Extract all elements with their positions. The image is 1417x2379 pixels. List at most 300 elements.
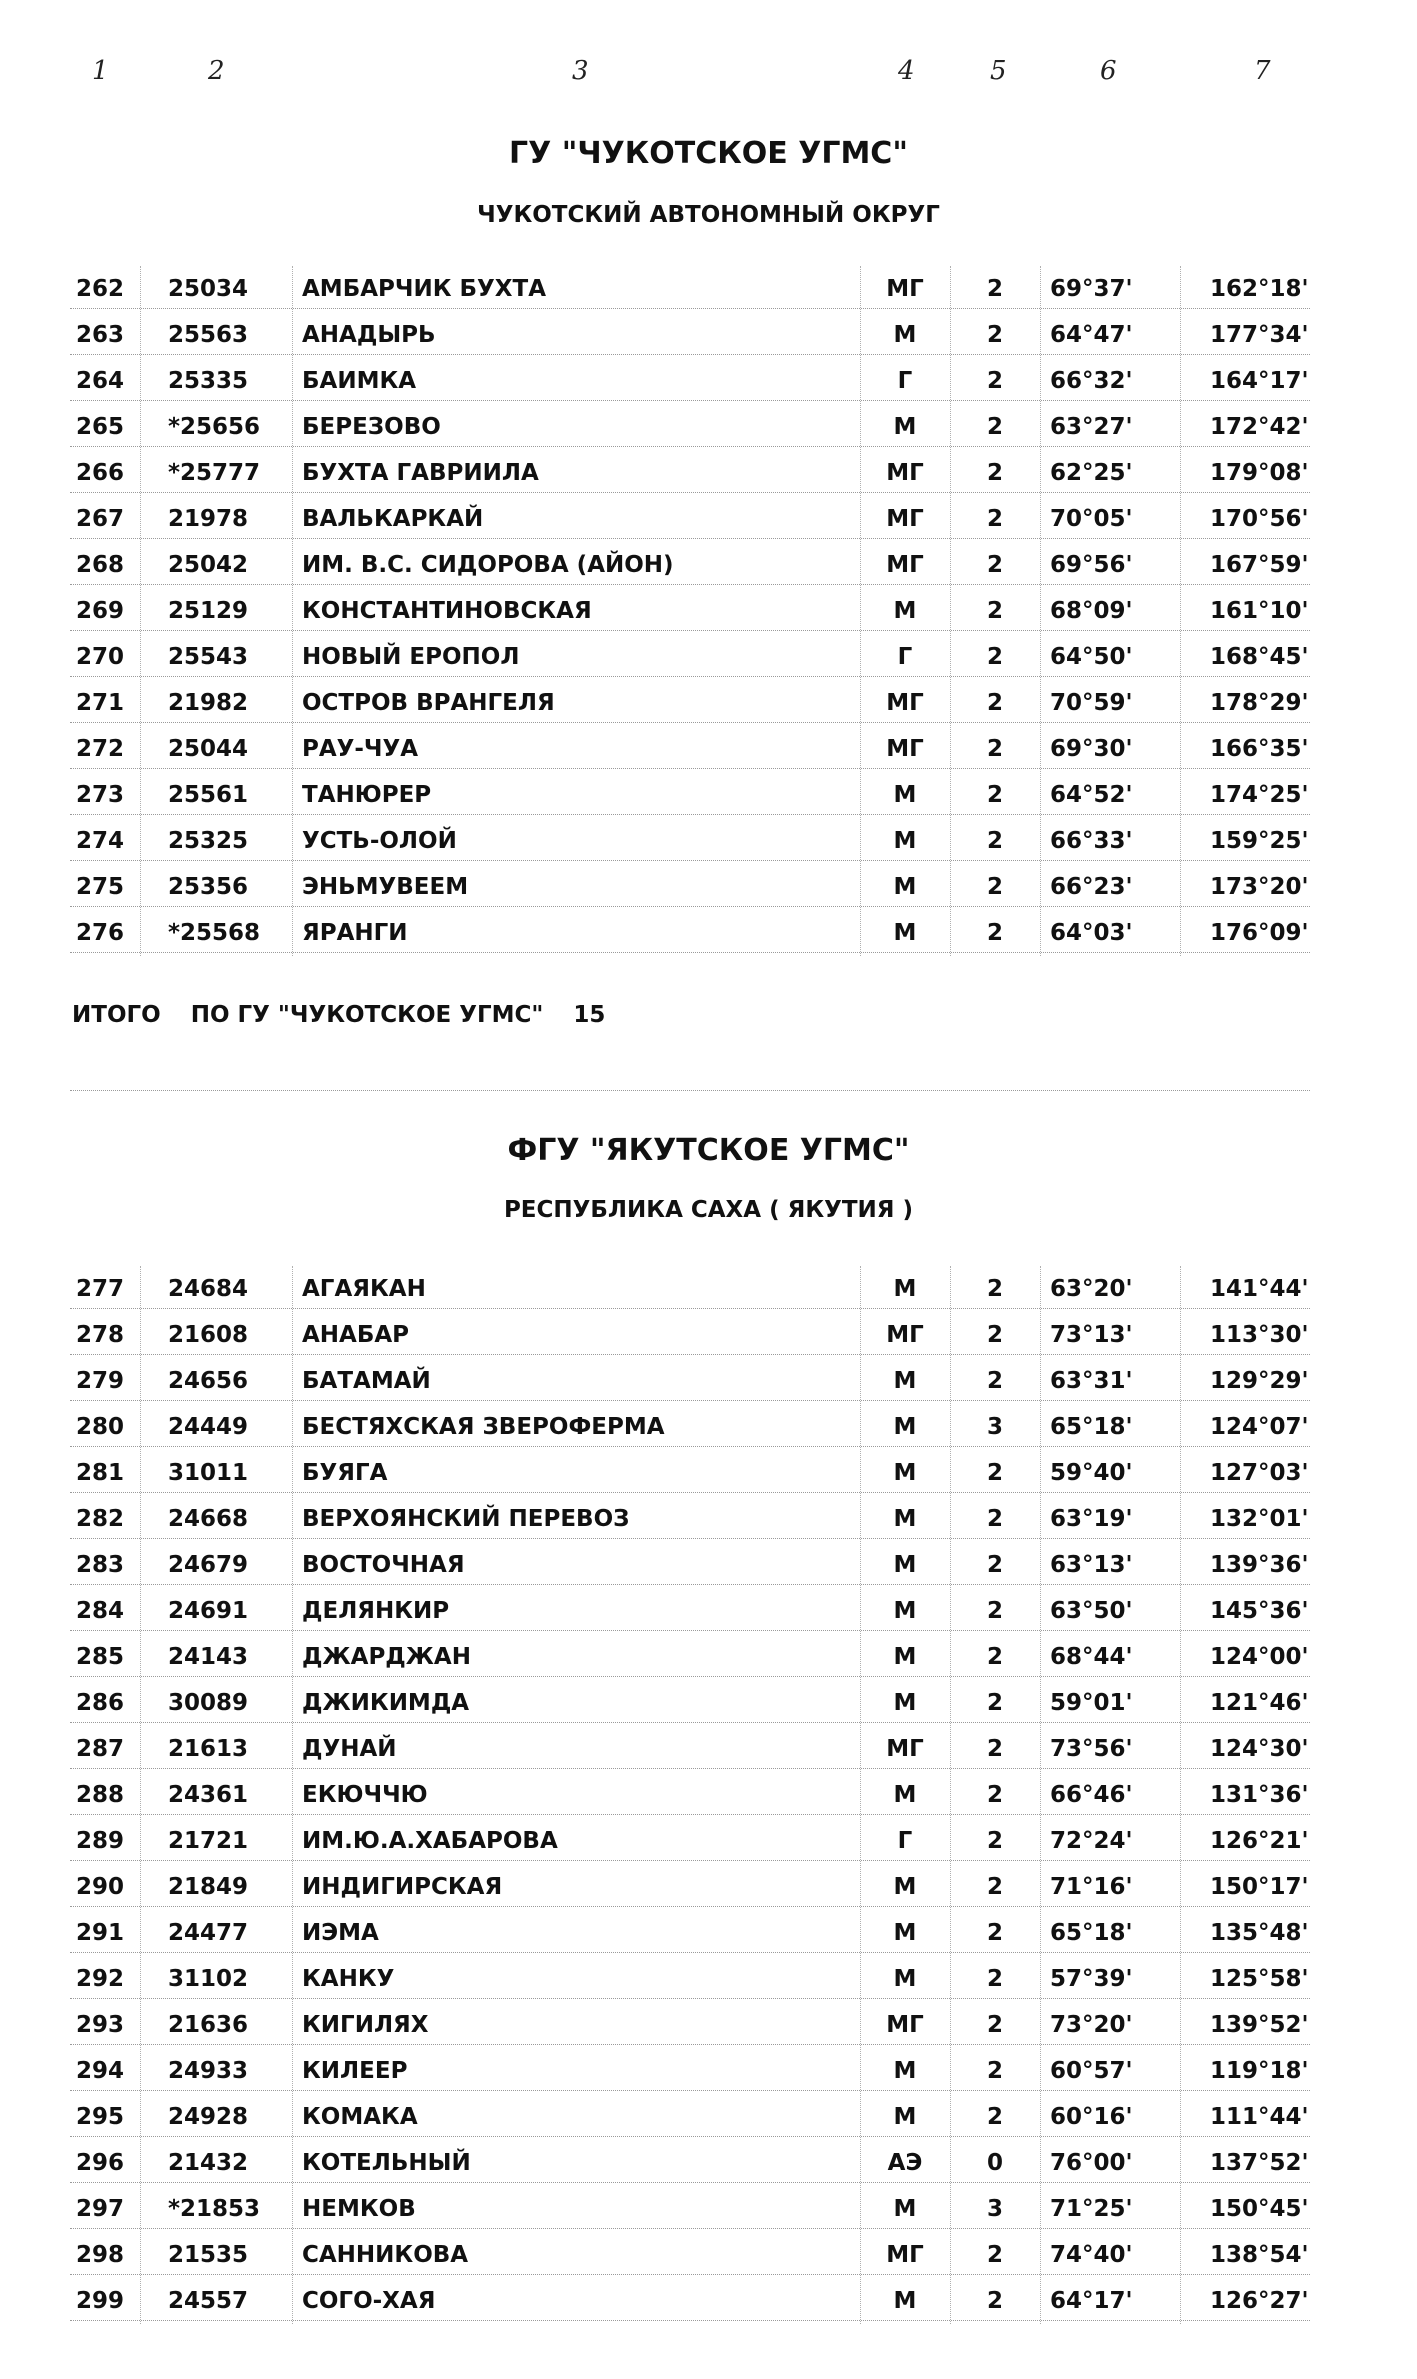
station-type: Г <box>897 644 913 670</box>
longitude: 124°30' <box>1210 1736 1309 1762</box>
row-number: 277 <box>76 1276 125 1302</box>
station-category: 2 <box>986 368 1003 394</box>
station-name: КИЛЕЕР <box>302 2058 408 2084</box>
station-name: ИМ.Ю.А.ХАБАРОВА <box>302 1828 558 1854</box>
column-divider <box>292 266 293 956</box>
station-category: 2 <box>986 1828 1003 1854</box>
table-row <box>0 408 1417 448</box>
longitude: 129°29' <box>1210 1368 1309 1394</box>
row-number: 281 <box>76 1460 125 1486</box>
station-name: АНАДЫРЬ <box>302 322 436 348</box>
row-divider <box>70 1722 1310 1723</box>
station-category: 2 <box>986 2058 1003 2084</box>
table-row <box>0 914 1417 954</box>
station-name: БУХТА ГАВРИИЛА <box>302 460 539 486</box>
station-category: 0 <box>986 2150 1003 2176</box>
station-category: 2 <box>986 736 1003 762</box>
table-row <box>0 316 1417 356</box>
row-number: 283 <box>76 1552 125 1578</box>
station-category: 2 <box>986 690 1003 716</box>
longitude: 167°59' <box>1210 552 1309 578</box>
station-type: М <box>893 1920 917 1946</box>
latitude: 70°59' <box>1050 690 1133 716</box>
latitude: 69°30' <box>1050 736 1133 762</box>
longitude: 178°29' <box>1210 690 1309 716</box>
station-name: ВЕРХОЯНСКИЙ ПЕРЕВОЗ <box>302 1506 630 1532</box>
table-row <box>0 1822 1417 1862</box>
row-number: 295 <box>76 2104 125 2130</box>
row-number: 273 <box>76 782 125 808</box>
station-category: 2 <box>986 1736 1003 1762</box>
station-type: М <box>893 874 917 900</box>
table-row <box>0 454 1417 494</box>
station-category: 2 <box>986 1460 1003 1486</box>
column-divider <box>292 1266 293 2324</box>
table-row <box>0 362 1417 402</box>
latitude: 62°25' <box>1050 460 1133 486</box>
section1-org-title: ГУ "ЧУКОТСКОЕ УГМС" <box>509 136 908 171</box>
station-name: АНАБАР <box>302 1322 410 1348</box>
column-number: 5 <box>990 56 1007 86</box>
station-name: АМБАРЧИК БУХТА <box>302 276 547 302</box>
station-type: Г <box>897 368 913 394</box>
row-number: 280 <box>76 1414 125 1440</box>
latitude: 63°13' <box>1050 1552 1133 1578</box>
station-code: 25044 <box>168 736 249 762</box>
longitude: 138°54' <box>1210 2242 1309 2268</box>
longitude: 124°00' <box>1210 1644 1309 1670</box>
longitude: 113°30' <box>1210 1322 1309 1348</box>
latitude: 66°46' <box>1050 1782 1133 1808</box>
station-code: 21613 <box>168 1736 249 1762</box>
station-category: 2 <box>986 598 1003 624</box>
station-type: М <box>893 2058 917 2084</box>
station-name: ИНДИГИРСКАЯ <box>302 1874 503 1900</box>
station-type: М <box>893 414 917 440</box>
longitude: 131°36' <box>1210 1782 1309 1808</box>
station-name: НОВЫЙ ЕРОПОЛ <box>302 644 520 670</box>
station-type: М <box>893 1874 917 1900</box>
latitude: 63°27' <box>1050 414 1133 440</box>
row-number: 291 <box>76 1920 125 1946</box>
row-divider <box>70 2274 1310 2275</box>
station-type: МГ <box>886 2012 924 2038</box>
latitude: 59°01' <box>1050 1690 1133 1716</box>
station-name: КАНКУ <box>302 1966 395 1992</box>
station-type: М <box>893 322 917 348</box>
longitude: 161°10' <box>1210 598 1309 624</box>
station-category: 2 <box>986 1966 1003 1992</box>
total-org-label: ПО ГУ "ЧУКОТСКОЕ УГМС" <box>190 1002 544 1028</box>
row-number: 294 <box>76 2058 125 2084</box>
station-code: 31011 <box>168 1460 249 1486</box>
row-number: 282 <box>76 1506 125 1532</box>
station-name: КОТЕЛЬНЫЙ <box>302 2150 471 2176</box>
station-code: *21853 <box>168 2196 261 2222</box>
station-code: 24928 <box>168 2104 249 2130</box>
latitude: 59°40' <box>1050 1460 1133 1486</box>
latitude: 73°13' <box>1050 1322 1133 1348</box>
station-code: 21432 <box>168 2150 249 2176</box>
station-code: *25656 <box>168 414 261 440</box>
station-code: 21849 <box>168 1874 249 1900</box>
station-code: 21978 <box>168 506 249 532</box>
column-divider <box>860 1266 861 2324</box>
row-divider <box>70 446 1310 447</box>
station-type: МГ <box>886 506 924 532</box>
row-divider <box>70 860 1310 861</box>
station-type: М <box>893 1368 917 1394</box>
row-divider <box>70 676 1310 677</box>
longitude: 111°44' <box>1210 2104 1309 2130</box>
row-divider <box>70 1814 1310 1815</box>
row-divider <box>70 1906 1310 1907</box>
longitude: 177°34' <box>1210 322 1309 348</box>
latitude: 70°05' <box>1050 506 1133 532</box>
row-number: 267 <box>76 506 125 532</box>
total-count: 15 <box>573 1002 606 1028</box>
row-number: 264 <box>76 368 125 394</box>
station-name: ЭНЬМУВЕЕМ <box>302 874 469 900</box>
longitude: 170°56' <box>1210 506 1309 532</box>
row-divider <box>70 492 1310 493</box>
column-divider <box>1180 1266 1181 2324</box>
table-row <box>0 638 1417 678</box>
longitude: 176°09' <box>1210 920 1309 946</box>
station-name: СОГО-ХАЯ <box>302 2288 436 2314</box>
row-number: 262 <box>76 276 125 302</box>
row-divider <box>70 906 1310 907</box>
latitude: 64°47' <box>1050 322 1133 348</box>
row-divider <box>70 308 1310 309</box>
row-divider <box>70 2136 1310 2137</box>
table-row <box>0 2282 1417 2322</box>
row-number: 284 <box>76 1598 125 1624</box>
station-name: ИМ. В.С. СИДОРОВА (АЙОН) <box>302 552 674 578</box>
station-name: ДЖИКИМДА <box>302 1690 470 1716</box>
row-divider <box>70 1354 1310 1355</box>
station-name: ЕКЮЧЧЮ <box>302 1782 428 1808</box>
column-divider <box>950 1266 951 2324</box>
row-number: 265 <box>76 414 125 440</box>
row-number: 289 <box>76 1828 125 1854</box>
row-number: 287 <box>76 1736 125 1762</box>
longitude: 121°46' <box>1210 1690 1309 1716</box>
station-code: 21721 <box>168 1828 249 1854</box>
station-category: 2 <box>986 2288 1003 2314</box>
table-row <box>0 270 1417 310</box>
table-row <box>0 2006 1417 2046</box>
station-code: 24679 <box>168 1552 249 1578</box>
longitude: 159°25' <box>1210 828 1309 854</box>
station-code: 25356 <box>168 874 249 900</box>
station-category: 2 <box>986 2242 1003 2268</box>
table-row <box>0 2190 1417 2230</box>
row-number: 274 <box>76 828 125 854</box>
table-row <box>0 546 1417 586</box>
station-type: М <box>893 2196 917 2222</box>
row-number: 298 <box>76 2242 125 2268</box>
column-divider <box>1040 1266 1041 2324</box>
station-category: 2 <box>986 1276 1003 1302</box>
station-category: 2 <box>986 920 1003 946</box>
table-row <box>0 1500 1417 1540</box>
station-category: 2 <box>986 1368 1003 1394</box>
row-number: 288 <box>76 1782 125 1808</box>
table-row <box>0 592 1417 632</box>
row-number: 275 <box>76 874 125 900</box>
row-number: 290 <box>76 1874 125 1900</box>
station-type: М <box>893 1414 917 1440</box>
latitude: 66°23' <box>1050 874 1133 900</box>
row-number: 297 <box>76 2196 125 2222</box>
table-row <box>0 1868 1417 1908</box>
latitude: 71°16' <box>1050 1874 1133 1900</box>
row-divider <box>70 722 1310 723</box>
station-category: 2 <box>986 1644 1003 1670</box>
station-code: 24668 <box>168 1506 249 1532</box>
station-code: 25543 <box>168 644 249 670</box>
station-name: КОНСТАНТИНОВСКАЯ <box>302 598 592 624</box>
row-number: 296 <box>76 2150 125 2176</box>
station-name: УСТЬ-ОЛОЙ <box>302 828 457 854</box>
column-divider <box>140 1266 141 2324</box>
row-number: 271 <box>76 690 125 716</box>
station-category: 2 <box>986 1920 1003 1946</box>
row-number: 286 <box>76 1690 125 1716</box>
station-category: 2 <box>986 828 1003 854</box>
table-row <box>0 1730 1417 1770</box>
station-type: М <box>893 2288 917 2314</box>
station-category: 2 <box>986 1874 1003 1900</box>
latitude: 60°57' <box>1050 2058 1133 2084</box>
station-code: 25129 <box>168 598 249 624</box>
table-row <box>0 730 1417 770</box>
table-row <box>0 1454 1417 1494</box>
row-divider <box>70 1308 1310 1309</box>
latitude: 66°33' <box>1050 828 1133 854</box>
row-divider <box>70 1400 1310 1401</box>
station-type: М <box>893 1460 917 1486</box>
longitude: 124°07' <box>1210 1414 1309 1440</box>
table-row <box>0 822 1417 862</box>
station-code: 21535 <box>168 2242 249 2268</box>
latitude: 73°56' <box>1050 1736 1133 1762</box>
station-name: ДЖАРДЖАН <box>302 1644 471 1670</box>
latitude: 68°09' <box>1050 598 1133 624</box>
latitude: 64°03' <box>1050 920 1133 946</box>
station-category: 2 <box>986 322 1003 348</box>
station-type: МГ <box>886 736 924 762</box>
station-category: 2 <box>986 1552 1003 1578</box>
station-name: ДУНАЙ <box>302 1736 397 1762</box>
row-divider <box>70 538 1310 539</box>
station-name: ВАЛЬКАРКАЙ <box>302 506 484 532</box>
table-row <box>0 1546 1417 1586</box>
station-code: *25777 <box>168 460 261 486</box>
latitude: 68°44' <box>1050 1644 1133 1670</box>
station-type: М <box>893 1506 917 1532</box>
row-divider <box>70 1446 1310 1447</box>
station-code: *25568 <box>168 920 261 946</box>
longitude: 139°52' <box>1210 2012 1309 2038</box>
row-divider <box>70 952 1310 953</box>
table-row <box>0 1914 1417 1954</box>
table-row <box>0 2098 1417 2138</box>
station-code: 25042 <box>168 552 249 578</box>
row-number: 272 <box>76 736 125 762</box>
longitude: 132°01' <box>1210 1506 1309 1532</box>
longitude: 172°42' <box>1210 414 1309 440</box>
station-type: М <box>893 1966 917 1992</box>
station-category: 2 <box>986 276 1003 302</box>
longitude: 127°03' <box>1210 1460 1309 1486</box>
row-divider <box>70 1860 1310 1861</box>
latitude: 64°17' <box>1050 2288 1133 2314</box>
table-row <box>0 868 1417 908</box>
station-name: БАТАМАЙ <box>302 1368 431 1394</box>
station-name: БЕСТЯХСКАЯ ЗВЕРОФЕРМА <box>302 1414 665 1440</box>
longitude: 150°45' <box>1210 2196 1309 2222</box>
longitude: 135°48' <box>1210 1920 1309 1946</box>
longitude: 137°52' <box>1210 2150 1309 2176</box>
station-type: М <box>893 1552 917 1578</box>
station-code: 21982 <box>168 690 249 716</box>
station-type: М <box>893 2104 917 2130</box>
latitude: 65°18' <box>1050 1414 1133 1440</box>
station-code: 24656 <box>168 1368 249 1394</box>
row-number: 299 <box>76 2288 125 2314</box>
station-name: ИЭМА <box>302 1920 379 1946</box>
latitude: 73°20' <box>1050 2012 1133 2038</box>
row-number: 278 <box>76 1322 125 1348</box>
total-label: ИТОГО <box>72 1002 161 1028</box>
row-number: 268 <box>76 552 125 578</box>
station-name: БЕРЕЗОВО <box>302 414 441 440</box>
latitude: 63°20' <box>1050 1276 1133 1302</box>
column-divider <box>1180 266 1181 956</box>
station-name: НЕМКОВ <box>302 2196 416 2222</box>
latitude: 64°52' <box>1050 782 1133 808</box>
row-divider <box>70 2228 1310 2229</box>
row-number: 269 <box>76 598 125 624</box>
section1-region-title: ЧУКОТСКИЙ АВТОНОМНЫЙ ОКРУГ <box>477 202 940 228</box>
row-divider <box>70 2320 1310 2321</box>
latitude: 66°32' <box>1050 368 1133 394</box>
longitude: 141°44' <box>1210 1276 1309 1302</box>
station-code: 24477 <box>168 1920 249 1946</box>
latitude: 69°56' <box>1050 552 1133 578</box>
station-category: 2 <box>986 1782 1003 1808</box>
longitude: 166°35' <box>1210 736 1309 762</box>
station-category: 2 <box>986 644 1003 670</box>
table-row <box>0 1960 1417 2000</box>
station-category: 2 <box>986 1598 1003 1624</box>
table-row <box>0 1592 1417 1632</box>
station-category: 2 <box>986 1506 1003 1532</box>
section2-region-title: РЕСПУБЛИКА САХА ( ЯКУТИЯ ) <box>503 1197 914 1223</box>
station-name: РАУ-ЧУА <box>302 736 419 762</box>
table-row <box>0 1316 1417 1356</box>
station-code: 25561 <box>168 782 249 808</box>
row-divider <box>70 1492 1310 1493</box>
station-category: 2 <box>986 874 1003 900</box>
station-type: Г <box>897 1828 913 1854</box>
latitude: 57°39' <box>1050 1966 1133 1992</box>
station-category: 2 <box>986 414 1003 440</box>
station-code: 25335 <box>168 368 249 394</box>
longitude: 164°17' <box>1210 368 1309 394</box>
station-category: 3 <box>986 2196 1003 2222</box>
row-divider <box>70 630 1310 631</box>
section2-org-title: ФГУ "ЯКУТСКОЕ УГМС" <box>507 1133 910 1168</box>
row-divider <box>70 2090 1310 2091</box>
table-row <box>0 500 1417 540</box>
longitude: 126°21' <box>1210 1828 1309 1854</box>
station-code: 21608 <box>168 1322 249 1348</box>
row-divider <box>70 768 1310 769</box>
section1-total <box>72 1002 627 1028</box>
section-divider <box>70 1090 1310 1091</box>
row-number: 279 <box>76 1368 125 1394</box>
station-name: ТАНЮРЕР <box>302 782 432 808</box>
row-number: 263 <box>76 322 125 348</box>
latitude: 64°50' <box>1050 644 1133 670</box>
table-row <box>0 684 1417 724</box>
latitude: 65°18' <box>1050 1920 1133 1946</box>
row-divider <box>70 1584 1310 1585</box>
station-code: 25563 <box>168 322 249 348</box>
table-row <box>0 2144 1417 2184</box>
column-number: 1 <box>92 56 109 86</box>
station-type: М <box>893 828 917 854</box>
table-row <box>0 1684 1417 1724</box>
station-category: 2 <box>986 782 1003 808</box>
row-divider <box>70 2044 1310 2045</box>
station-type: М <box>893 1644 917 1670</box>
column-number: 3 <box>572 56 589 86</box>
longitude: 119°18' <box>1210 2058 1309 2084</box>
station-code: 30089 <box>168 1690 249 1716</box>
station-type: М <box>893 1276 917 1302</box>
station-name: АГАЯКАН <box>302 1276 426 1302</box>
station-code: 31102 <box>168 1966 249 1992</box>
longitude: 168°45' <box>1210 644 1309 670</box>
station-category: 2 <box>986 1690 1003 1716</box>
latitude: 60°16' <box>1050 2104 1133 2130</box>
station-type: МГ <box>886 1322 924 1348</box>
latitude: 74°40' <box>1050 2242 1133 2268</box>
station-type: МГ <box>886 276 924 302</box>
column-numbers-header <box>0 56 1417 96</box>
station-name: БАИМКА <box>302 368 417 394</box>
row-divider <box>70 1768 1310 1769</box>
station-category: 2 <box>986 506 1003 532</box>
column-divider <box>860 266 861 956</box>
station-name: ЯРАНГИ <box>302 920 408 946</box>
row-divider <box>70 1952 1310 1953</box>
station-code: 24691 <box>168 1598 249 1624</box>
longitude: 173°20' <box>1210 874 1309 900</box>
station-code: 24933 <box>168 2058 249 2084</box>
station-category: 2 <box>986 552 1003 578</box>
row-divider <box>70 1538 1310 1539</box>
column-number: 7 <box>1254 56 1271 86</box>
station-category: 3 <box>986 1414 1003 1440</box>
latitude: 72°24' <box>1050 1828 1133 1854</box>
station-type: М <box>893 1782 917 1808</box>
column-divider <box>1040 266 1041 956</box>
